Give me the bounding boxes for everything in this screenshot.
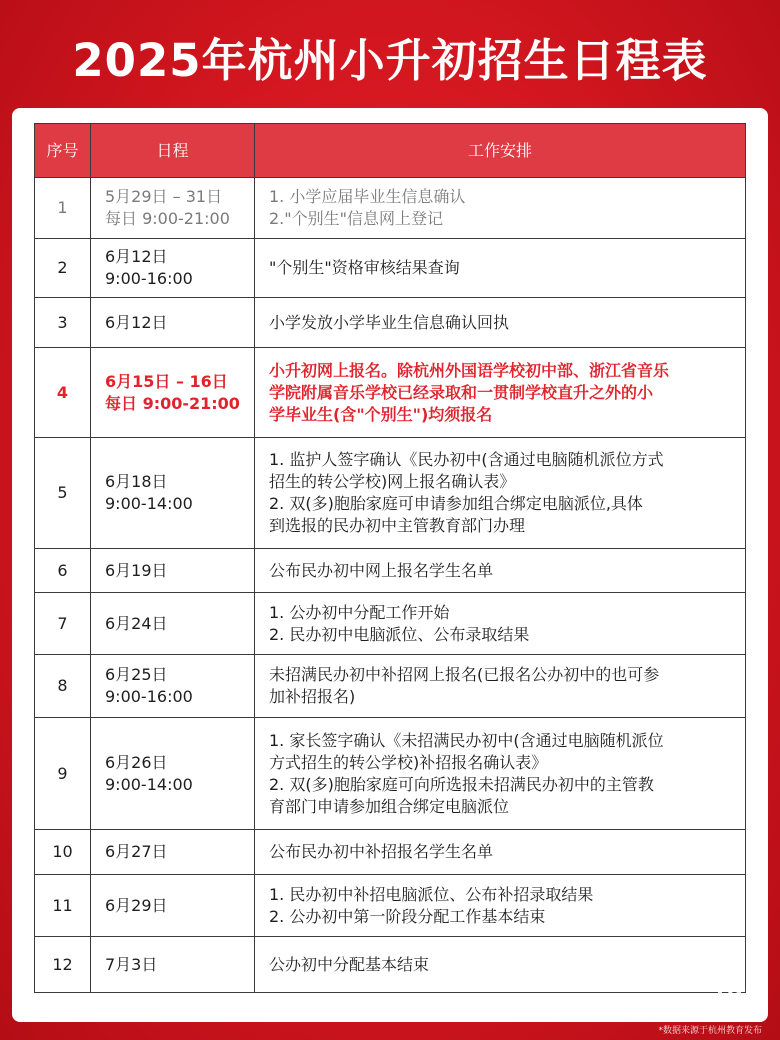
row-date (91, 830, 255, 875)
row-work (255, 298, 746, 348)
row-work (255, 875, 746, 937)
schedule-card (12, 108, 768, 1022)
date-line: 6月26日 (105, 752, 168, 772)
table-row (35, 549, 746, 593)
date-line: 9:00-16:00 (105, 687, 193, 706)
date-line: 6月27日 (105, 842, 168, 861)
table-row (35, 239, 746, 298)
date-line: 9:00-14:00 (105, 494, 193, 513)
table-row (35, 937, 746, 993)
work-line: 1. 监护人签字确认《民办初中(含通过电脑随机派位方式 (269, 450, 664, 469)
work-line: 2. 双(多)胞胎家庭可申请参加组合绑定电脑派位,具体 (269, 494, 643, 513)
work-line: 1. 家长签字确认《未招满民办初中(含通过电脑随机派位 (269, 730, 664, 750)
row-number: 12 (35, 937, 91, 993)
row-work (255, 718, 746, 830)
work-line: 1. 民办初中补招电脑派位、公布补招录取结果 (269, 884, 594, 904)
work-line: 1. 小学应届毕业生信息确认 (269, 187, 466, 206)
row-number: 9 (35, 718, 91, 830)
date-line: 6月24日 (105, 613, 168, 633)
row-date (91, 178, 255, 239)
work-line: 学毕业生(含"个别生")均须报名 (269, 404, 493, 424)
work-line: 公布民办初中补招报名学生名单 (269, 842, 494, 861)
row-date (91, 875, 255, 937)
work-line: "个别生"资格审核结果查询 (269, 258, 460, 277)
date-line: 6月12日 (105, 312, 168, 332)
row-date (91, 239, 255, 298)
row-work (255, 549, 746, 593)
header-work: 工作安排 (255, 124, 746, 178)
row-number: 4 (35, 348, 91, 438)
table-row (35, 875, 746, 937)
date-line: 6月25日 (105, 665, 168, 684)
date-line: 9:00-14:00 (105, 774, 193, 794)
table-row (35, 438, 746, 549)
table-row (35, 298, 746, 348)
date-line: 每日 9:00-21:00 (105, 209, 230, 228)
work-line: 2."个别生"信息网上登记 (269, 209, 443, 228)
row-number: 11 (35, 875, 91, 937)
row-number: 1 (35, 178, 91, 239)
date-line: 9:00-16:00 (105, 269, 193, 288)
row-number: 8 (35, 655, 91, 718)
row-number: 5 (35, 438, 91, 549)
table-row (35, 593, 746, 655)
work-line: 2. 双(多)胞胎家庭可向所选报未招满民办初中的主管教 (269, 774, 654, 794)
row-date (91, 549, 255, 593)
date-line: 6月29日 (105, 895, 168, 915)
row-number: 2 (35, 239, 91, 298)
row-number: 6 (35, 549, 91, 593)
table-header-row (35, 124, 746, 178)
watermark-url: 19lou.com (716, 1010, 764, 1020)
row-number: 10 (35, 830, 91, 875)
work-line: 未招满民办初中补招网上报名(已报名公办初中的也可参 (269, 665, 660, 684)
table-row (35, 348, 746, 438)
row-work (255, 438, 746, 549)
row-date (91, 937, 255, 993)
work-line: 公布民办初中网上报名学生名单 (269, 560, 494, 580)
row-work (255, 348, 746, 438)
row-work (255, 937, 746, 993)
work-line: 小学发放小学毕业生信息确认回执 (269, 312, 510, 332)
row-work (255, 830, 746, 875)
work-line: 学院附属音乐学校已经录取和一贯制学校直升之外的小 (269, 382, 654, 402)
work-line: 方式招生的转公学校)补招报名确认表》 (269, 752, 548, 772)
row-date (91, 438, 255, 549)
schedule-table (34, 123, 746, 993)
work-line: 育部门申请参加组合绑定电脑派位 (269, 796, 510, 816)
header-date: 日程 (91, 124, 255, 178)
row-date (91, 718, 255, 830)
page-title: 2025年杭州小升初招生日程表 (72, 34, 708, 87)
date-line: 6月12日 (105, 247, 168, 266)
date-line: 6月15日 – 16日 (105, 371, 228, 391)
table-row (35, 655, 746, 718)
work-line: 2. 民办初中电脑派位、公布录取结果 (269, 624, 530, 644)
work-line: 加补招报名) (269, 687, 356, 706)
work-line: 到选报的民办初中主管教育部门办理 (269, 516, 526, 535)
row-work (255, 178, 746, 239)
row-number: 3 (35, 298, 91, 348)
row-date (91, 593, 255, 655)
row-date (91, 348, 255, 438)
work-line: 招生的转公学校)网上报名确认表》 (269, 472, 516, 491)
watermark-logo: 19楼 (711, 984, 764, 1009)
work-line: 2. 公办初中第一阶段分配工作基本结束 (269, 906, 546, 926)
row-work (255, 655, 746, 718)
watermark (711, 979, 764, 1020)
row-number: 7 (35, 593, 91, 655)
work-line: 小升初网上报名。除杭州外国语学校初中部、浙江省音乐 (269, 360, 670, 380)
row-date (91, 655, 255, 718)
table-row (35, 178, 746, 239)
work-line: 公办初中分配基本结束 (269, 954, 430, 974)
date-line: 6月18日 (105, 472, 168, 491)
table-row (35, 718, 746, 830)
table-row (35, 830, 746, 875)
date-line: 每日 9:00-21:00 (105, 393, 240, 413)
source-note: *数据来源于杭州教育发布 (658, 1026, 762, 1036)
date-line: 7月3日 (105, 954, 158, 974)
work-line: 1. 公办初中分配工作开始 (269, 602, 450, 622)
date-line: 5月29日 – 31日 (105, 187, 223, 206)
row-work (255, 593, 746, 655)
header-no: 序号 (35, 124, 91, 178)
row-work (255, 239, 746, 298)
date-line: 6月19日 (105, 560, 168, 580)
row-date (91, 298, 255, 348)
